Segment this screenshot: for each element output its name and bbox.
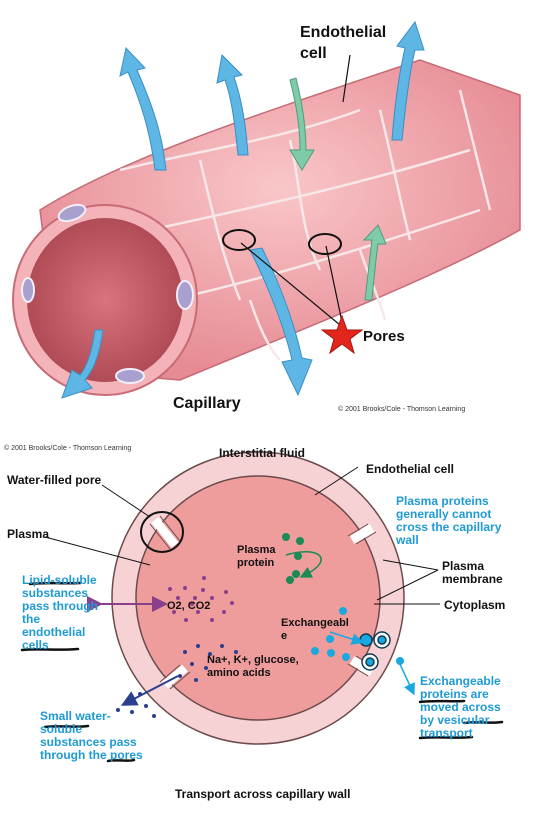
capillary-label: Capillary	[173, 395, 241, 412]
plasma-proteins-note: Plasma proteins generally cannot cross the capillary wall	[396, 494, 502, 547]
copyright-top: © 2001 Brooks/Cole - Thomson Learning	[338, 406, 466, 413]
cross-section	[112, 452, 404, 744]
exchangeable-proteins-note: Exchangeable proteins are moved across by vesicular transport	[420, 674, 501, 740]
plasma-membrane-label: Plasma membrane	[442, 559, 503, 586]
copyright-bottom: © 2001 Brooks/Cole - Thomson Learning	[4, 445, 132, 452]
vesicle-arrow-out	[398, 660, 412, 690]
lipid-soluble-note: Lipid-soluble substances pass through the endothelial cells	[22, 573, 99, 652]
pores-label: Pores	[363, 328, 405, 345]
plasma-protein-label: Plasma protein	[237, 544, 276, 569]
interstitial-fluid-label: Interstitial fluid	[219, 446, 306, 460]
cytoplasm-label: Cytoplasm	[444, 598, 506, 612]
endothelial-cell-label: Endothelial cell	[300, 24, 387, 62]
capillary-tube	[13, 60, 520, 395]
ions-label: Na+, K+, glucose, amino acids	[207, 654, 299, 679]
water-filled-pore-label: Water-filled pore	[7, 473, 102, 487]
exchangeable-label: Exchangeabl e	[281, 617, 349, 642]
tube-lumen	[27, 218, 183, 382]
o2-co2-label: O2, CO2	[167, 600, 211, 612]
water-soluble-note: Small water- soluble substances pass through the pores	[40, 709, 143, 762]
caption: Transport across capillary wall	[175, 787, 351, 801]
star-icon	[322, 316, 362, 353]
flow-arrow-icon	[120, 48, 166, 170]
plasma-label: Plasma	[7, 527, 50, 541]
endothelial-cell-label-2: Endothelial cell	[366, 462, 455, 476]
